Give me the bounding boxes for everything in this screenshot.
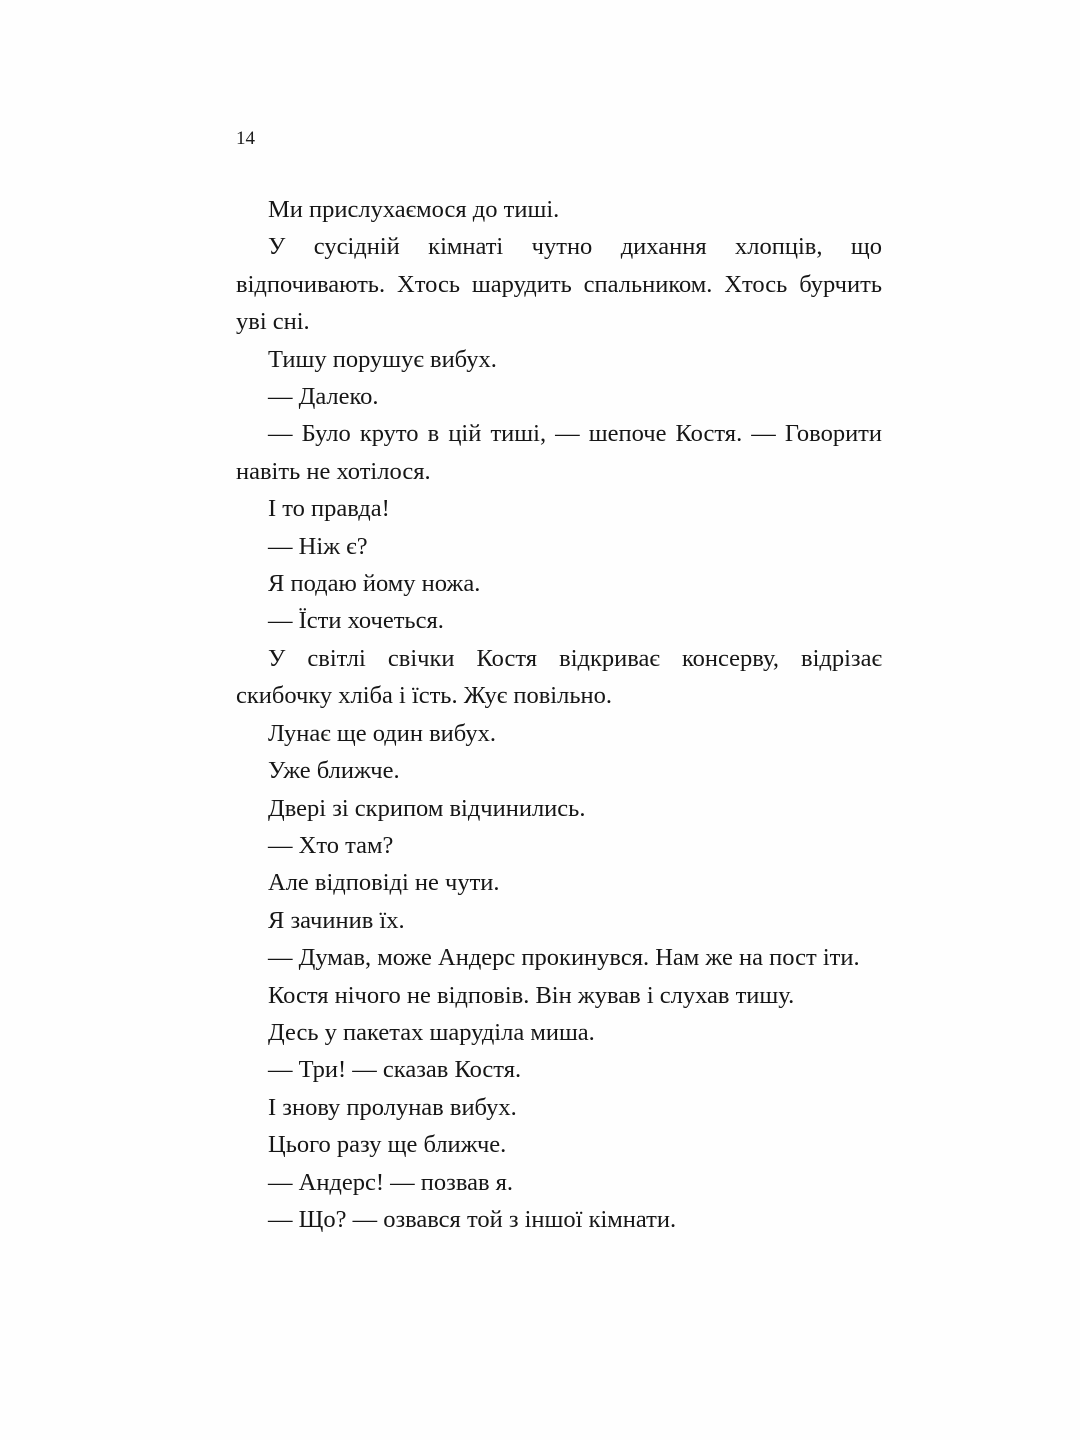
paragraph: Двері зі скрипом відчинились. [268, 794, 586, 822]
paragraph: — Далеко. [268, 383, 379, 411]
paragraph: — Хто там? [268, 831, 394, 859]
paragraph: Але відповіді не чути. [268, 869, 500, 897]
paragraph: — Було круто в цій тиші, — шепоче Костя. — Говорити навіть не хотілося. [236, 420, 882, 485]
paragraph: — Андерс! — позвав я. [268, 1168, 514, 1196]
paragraph: Тишу порушує вибух. [268, 345, 497, 373]
paragraph: І знову пролунав вибух. [268, 1093, 517, 1121]
paragraph: У світлі свічки Костя відкриває консерву, відрізає скибочку хліба і їсть. Жує повільно. [236, 644, 882, 710]
paragraph: У сусідній кімнаті чутно дихання хлопців, що відпочивають. Хтось шарудить спальником. Хтось бурчить уві сні. [236, 233, 882, 336]
paragraph: — Три! — сказав Костя. [268, 1056, 522, 1084]
page-number: 14 [236, 128, 255, 149]
paragraph: Я подаю йому ножа. [268, 570, 481, 598]
paragraph: — Що? — озвався той з іншої кімнати. [268, 1205, 677, 1233]
paragraph: — Думав, може Андерс прокинувся. Нам же на пост іти. [268, 944, 860, 972]
paragraph: Костя нічого не відповів. Він жував і слухав тишу. [268, 981, 795, 1009]
paragraph: Десь у пакетах шаруділа миша. [268, 1018, 595, 1046]
paragraph: — Їсти хочеться. [268, 607, 444, 635]
paragraph: Я зачинив їх. [268, 906, 405, 934]
paragraph: Ми прислухаємося до тиші. [268, 196, 560, 223]
paragraph: Лунає ще один вибух. [268, 719, 496, 747]
paragraph: І то правда! [268, 495, 390, 523]
paragraph: Уже ближче. [268, 757, 400, 785]
body-text [236, 191, 882, 1238]
paragraph: Цього разу ще ближче. [268, 1131, 507, 1159]
paragraph: — Ніж є? [268, 532, 368, 560]
